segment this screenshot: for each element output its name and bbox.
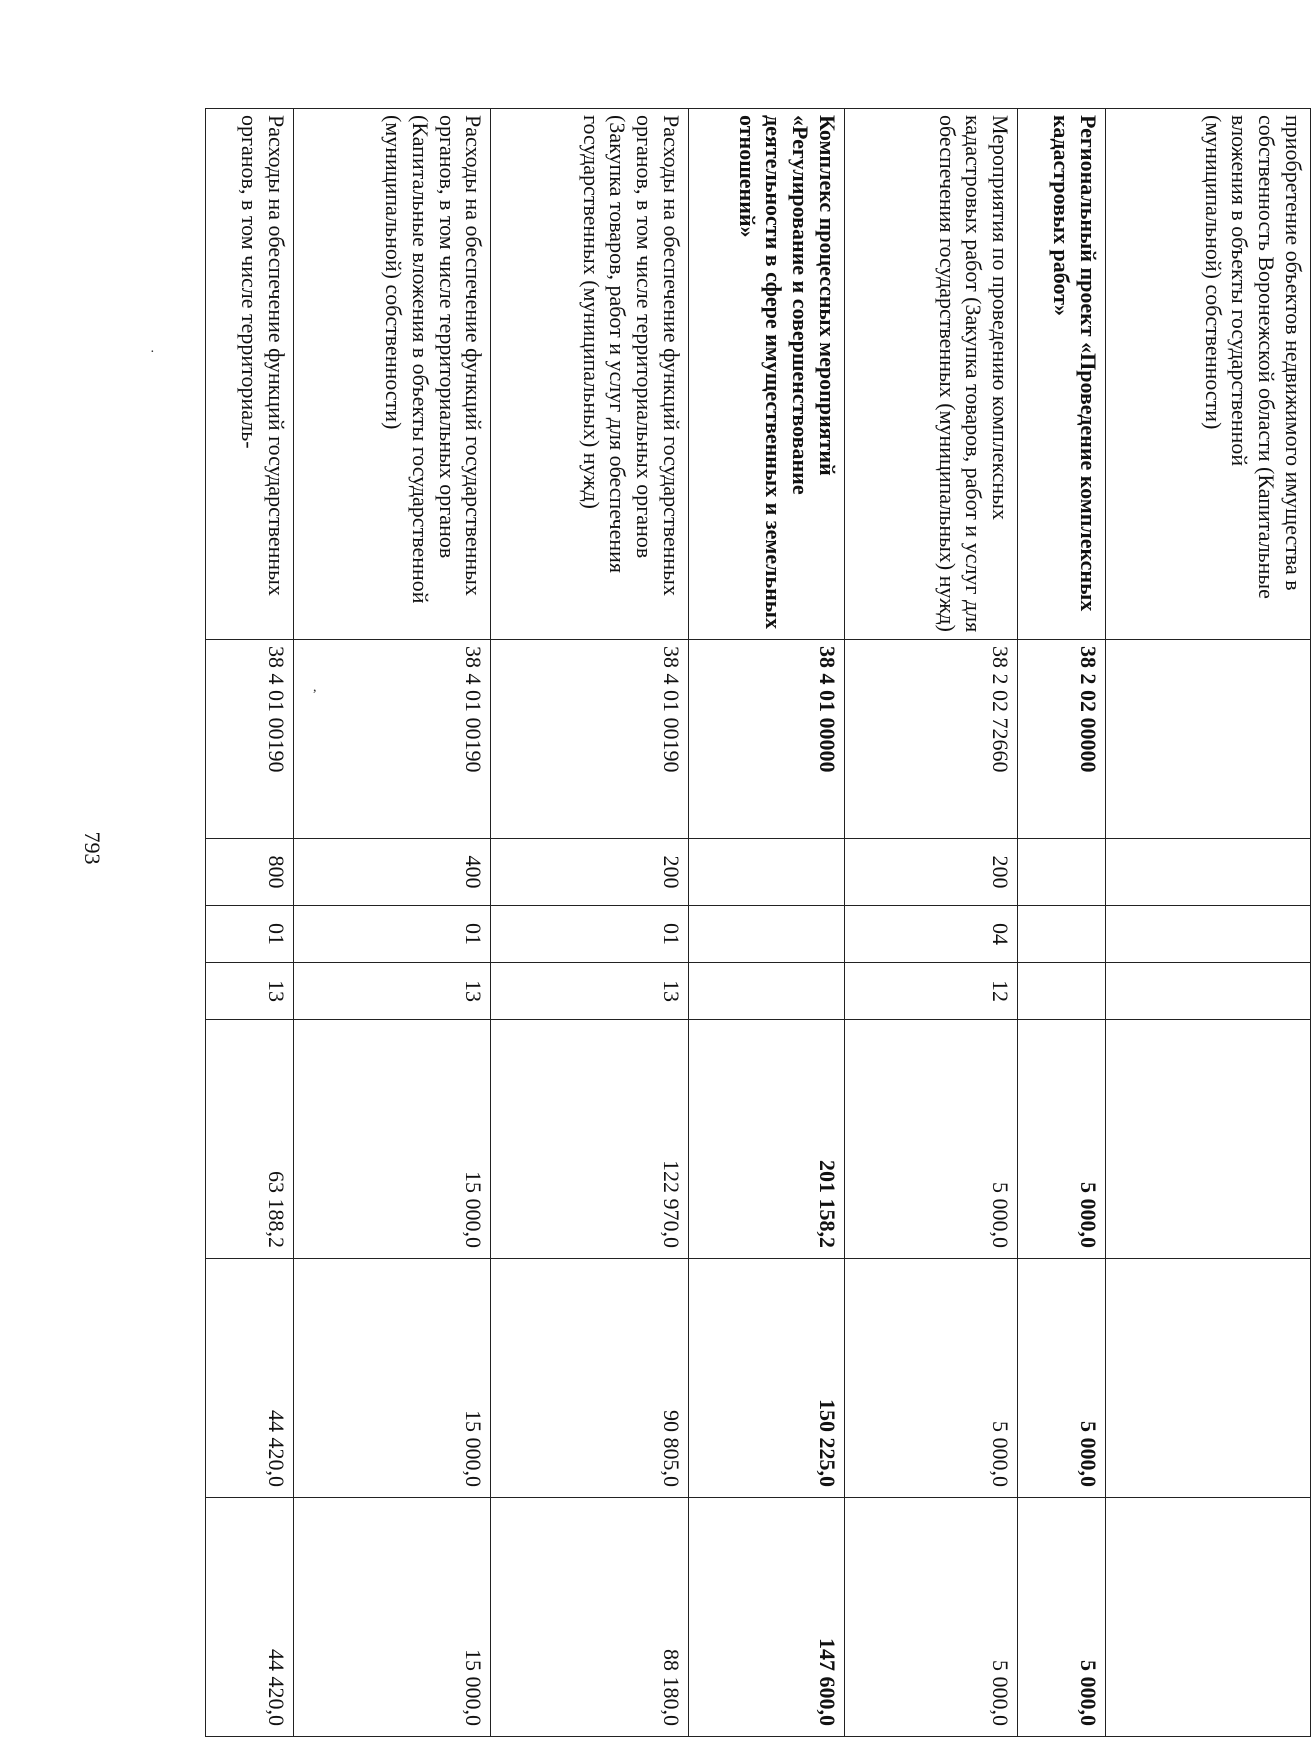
table-row [845, 109, 1018, 1737]
row-value-3-cell [1106, 1498, 1311, 1737]
row-value-1-cell: 63 188,2 [206, 1020, 294, 1259]
row-pr-cell [1106, 963, 1311, 1020]
row-value-2-cell: 150 225,0 [689, 1259, 845, 1498]
row-value-2-cell: 5 000,0 [845, 1259, 1018, 1498]
budget-table [205, 108, 1311, 1737]
row-name-cell: Мероприятия по проведению комплексных кадастровых работ (Закупка товаров, работ и услуг для обеспечения государственных (муниципальных) нужд) [845, 109, 1018, 640]
row-value-2-cell: 5 000,0 [1018, 1259, 1106, 1498]
row-code-cell: 38 4 01 00000 [689, 640, 845, 839]
row-rz-cell [1106, 906, 1311, 963]
row-rz-cell [689, 906, 845, 963]
row-value-2-cell: 90 805,0 [491, 1259, 689, 1498]
row-vr-cell: 400 [293, 839, 491, 906]
row-value-1-cell: 15 000,0 [293, 1020, 491, 1259]
row-vr-cell [1018, 839, 1106, 906]
row-rz-cell: 04 [845, 906, 1018, 963]
row-pr-cell: 13 [293, 963, 491, 1020]
row-code-cell: 38 2 02 00000 [1018, 640, 1106, 839]
row-rz-cell: 01 [293, 906, 491, 963]
row-rz-cell: 01 [206, 906, 294, 963]
row-vr-cell [1106, 839, 1311, 906]
row-pr-cell: 13 [206, 963, 294, 1020]
row-name-cell: Расходы на обеспечение функций государственных органов, в том числе территориальных органов (Капитальные вложения в объекты государственной (муниципальной) собственности) [293, 109, 491, 640]
row-value-3-cell: 5 000,0 [845, 1498, 1018, 1737]
row-name-cell: Региональный проект «Проведение комплексных кадастровых работ» [1018, 109, 1106, 640]
row-value-1-cell: 5 000,0 [845, 1020, 1018, 1259]
row-value-2-cell: 15 000,0 [293, 1259, 491, 1498]
row-name-cell: Расходы на обеспечение функций государственных органов, в том числе территориальных органов (Закупка товаров, работ и услуг для обеспечения государственных (муниципальных) нужд) [491, 109, 689, 640]
row-rz-cell [1018, 906, 1106, 963]
row-value-2-cell [1106, 1259, 1311, 1498]
table-row [689, 109, 845, 1737]
row-code-cell: 38 2 02 72660 [845, 640, 1018, 839]
row-code-cell: 38 4 01 00190 [491, 640, 689, 839]
row-value-3-cell: 88 180,0 [491, 1498, 689, 1737]
row-vr-cell: 200 [845, 839, 1018, 906]
row-name-cell: Комплекс процессных мероприятий «Регулирование и совершенствование деятельности в сфере имущественных и земельных отношений» [689, 109, 845, 640]
row-pr-cell: 13 [491, 963, 689, 1020]
row-code-cell: 38 4 01 00190 [293, 640, 491, 839]
table-row [1018, 109, 1106, 1737]
row-name-cell: приобретение объектов недвижимого имущества в собственность Воронежской области (Капитальные вложения в объекты государственной (муниципальной) собственности) [1106, 109, 1311, 640]
row-value-3-cell: 44 420,0 [206, 1498, 294, 1737]
row-pr-cell: 12 [845, 963, 1018, 1020]
row-value-2-cell: 44 420,0 [206, 1259, 294, 1498]
table-row [1106, 109, 1311, 1737]
row-pr-cell [1018, 963, 1106, 1020]
row-vr-cell: 800 [206, 839, 294, 906]
row-value-3-cell: 5 000,0 [1018, 1498, 1106, 1737]
row-vr-cell [689, 839, 845, 906]
row-name-cell: Расходы на обеспечение функций государственных органов, в том числе территориаль- [206, 109, 294, 640]
row-code-cell: 38 4 01 00190 [206, 640, 294, 839]
table-row [293, 109, 491, 1737]
row-value-1-cell [1106, 1020, 1311, 1259]
budget-table-region [205, 108, 1311, 1726]
row-rz-cell: 01 [491, 906, 689, 963]
table-row [206, 109, 294, 1737]
row-code-cell [1106, 640, 1311, 839]
scan-speck: · [150, 345, 155, 360]
row-vr-cell: 200 [491, 839, 689, 906]
page-number: 793 [80, 831, 105, 865]
table-row [491, 109, 689, 1737]
row-value-3-cell: 147 600,0 [689, 1498, 845, 1737]
row-value-1-cell: 5 000,0 [1018, 1020, 1106, 1259]
row-value-1-cell: 122 970,0 [491, 1020, 689, 1259]
row-value-3-cell: 15 000,0 [293, 1498, 491, 1737]
row-value-1-cell: 201 158,2 [689, 1020, 845, 1259]
row-pr-cell [689, 963, 845, 1020]
scan-speck: , [313, 680, 317, 695]
